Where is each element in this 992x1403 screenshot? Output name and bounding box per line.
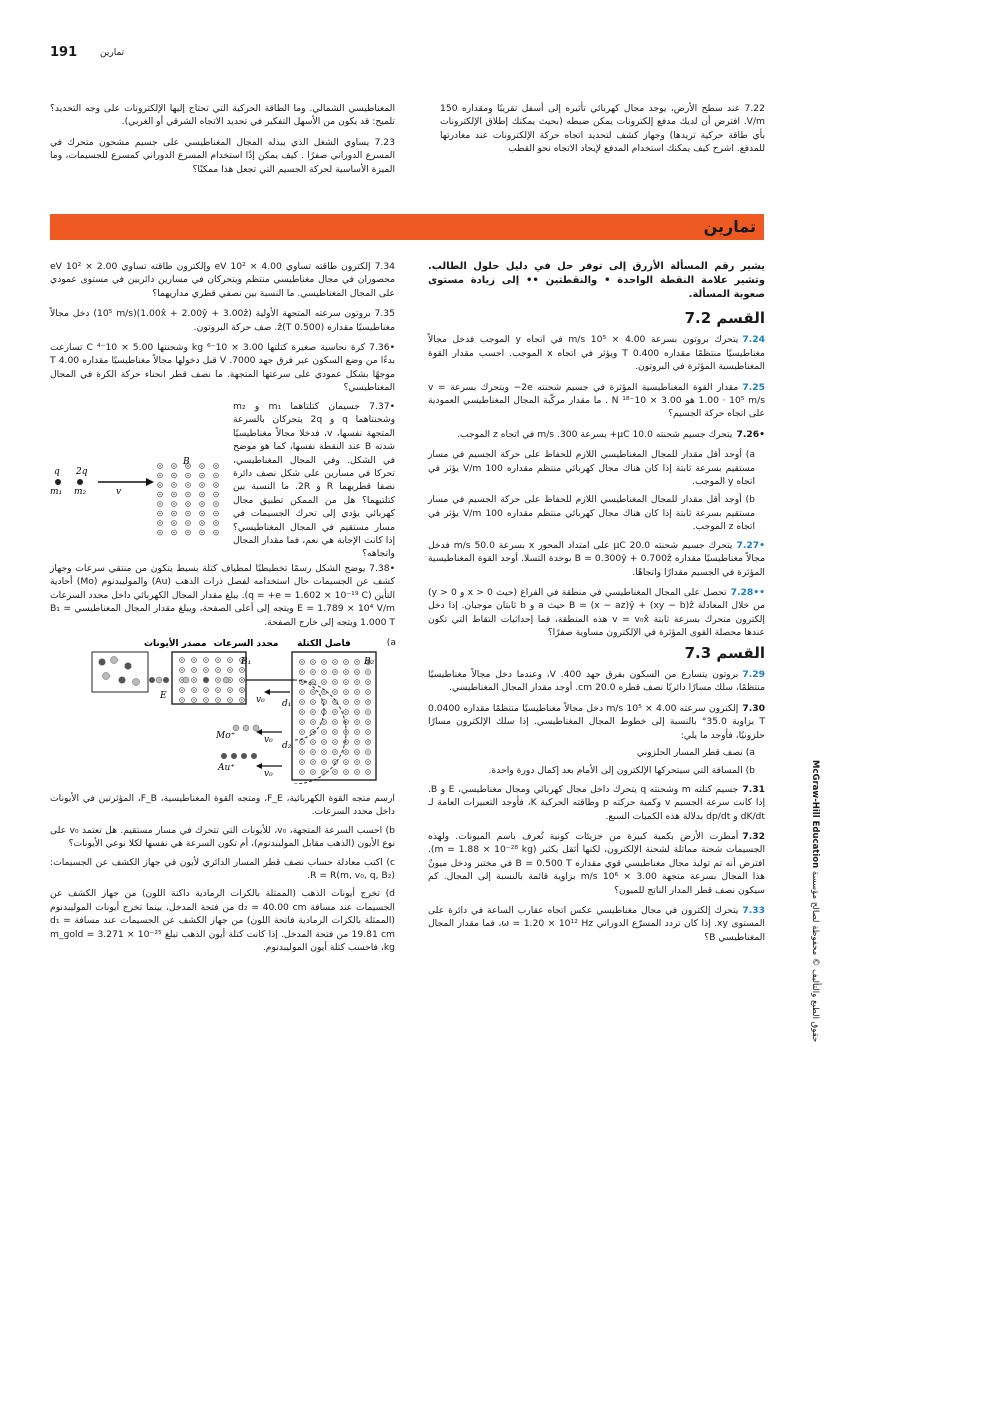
intro-text: يشير رقم المسألة الأزرق إلى توفر حل في دليل حلول الطالب. وتشير علامة النقطة الواحدة • والنقطتين •• إلى زيادة مستوى صعوبة المسألة. <box>428 261 765 300</box>
field-dot-center <box>356 771 357 772</box>
publisher-name: McGraw-Hill Education <box>810 760 820 869</box>
field-dot-center <box>312 761 313 762</box>
problem-7-26-b: b) أوجد أقل مقدار للمجال المغناطيسي اللازم للحفاظ على حركة الجسيم في مسار مستقيم بسرعة ثابتة إذا كان هناك مجال كهربائي منتظم مقداره 100 V/m يؤثر في اتجاه z الموجب. <box>428 494 756 533</box>
exercises-banner <box>50 214 764 240</box>
field-dot-center <box>323 701 324 702</box>
problem-7-38: •7.38 يوضح الشكل رسمًا تخطيطيًا لمطياف كتلة بسيط يتكون من منتقي سرعات وجهاز كشف عن الجسيمات حال استخدامه لفصل ذرات الذهب (Au) والموليبدنوم (Mo) أحادية التأين (q = +e = 1.602 × 10⁻¹⁹ C). يبلغ مقدار المجال الكهربائي داخل محدد السرعات E = 1.789 × 10⁴ V/m ويتجه إلى أعلى الصفحة، ويبلغ مقدار المجال المغناطيسي B₁ = 1.000 T ويتجه إلى خارج الصفحة. <box>50 563 396 628</box>
field-dot-center <box>345 661 346 662</box>
v0-label-mo: v₀ <box>264 735 273 745</box>
field-dot-center <box>334 691 335 692</box>
field-dot-center <box>301 741 302 742</box>
au-ions <box>221 753 257 759</box>
field-dot-center <box>356 661 357 662</box>
field-dot-center <box>201 503 202 504</box>
charge-label-2q: 2q <box>76 467 88 477</box>
field-dot-center <box>312 681 313 682</box>
v0-label-top: v₀ <box>256 695 265 705</box>
field-dot-center <box>367 761 368 762</box>
field-dot-center <box>201 522 202 523</box>
field-dot-center <box>187 494 188 495</box>
field-dot-center <box>301 681 302 682</box>
field-dot-center <box>323 741 324 742</box>
banner-title: تمارين <box>703 217 756 236</box>
field-dot-center <box>159 532 160 533</box>
problem-7-35: 7.35 بروتون سرعته المتجهة الأولية (1.00x̂ + 2.00ŷ + 3.00ẑ)(10⁵ m/s) دخل مجالاً مغناطيسيًا مقداره (0.500 T)ẑ. صف حركة البروتون. <box>50 308 395 333</box>
problem-7-30-a: a) نصف قطر المسار الحلزوني <box>636 746 755 758</box>
field-dot-center <box>301 761 302 762</box>
field-dot-center <box>187 522 188 523</box>
field-dot-center <box>356 691 357 692</box>
field-dot-center <box>215 532 216 533</box>
particle-2 <box>77 479 83 485</box>
field-dot-center <box>334 751 335 752</box>
field-dot-center <box>367 681 368 682</box>
field-dot-center <box>323 761 324 762</box>
mo-ions <box>233 725 259 731</box>
field-dot-center <box>334 711 335 712</box>
field-label-E: E <box>160 691 167 701</box>
field-dot-center <box>173 532 174 533</box>
field-dot-center <box>193 679 194 680</box>
problem-7-33: 7.33يتحرك إلكترون في مجال مغناطيسي عكس اتجاه عقارب الساعة في دائرة على المستوى xy. إذا كان تردد المسرّع الدوراني ω = 1.20 × 10¹² Hz، فما مقدار المجال المغناطيسي B؟ <box>428 905 765 943</box>
problem-7-38-b: b) احسب السرعة المتجهة، v₀، للأيونات التي تتحرك في مسار مستقيم. هل تعتمد v₀ على نوع الأيون (الذهب مقابل الموليبدنوم)، أم تكون السرعة هي نفسها لكلا نوعي الأيونات؟ <box>50 824 395 850</box>
left-column <box>50 260 395 402</box>
field-dot-center <box>187 484 188 485</box>
field-dot-center <box>301 751 302 752</box>
selector-field-dots <box>180 658 245 703</box>
field-dot-center <box>356 751 357 752</box>
ion-source-balls <box>99 657 140 686</box>
field-dot-center <box>181 699 182 700</box>
field-dot-center <box>215 484 216 485</box>
problem-7-38-parts <box>50 792 395 959</box>
field-dot-center <box>241 669 242 670</box>
problem-7-24: 7.24يتحرك بروتون بسرعة 4.00 × 10⁵ m/s في اتجاه y الموجب فدخل مجالاً مغناطيسيًا منتظمًا مقداره 0.400 T ويؤثر في اتجاه x الموجب. احسب مقدار القوة المغناطيسية المؤثرة في البروتون. <box>428 334 765 373</box>
right-column <box>428 260 765 951</box>
field-dot-center <box>215 465 216 466</box>
field-dot-center <box>356 761 357 762</box>
v0-label-au: v₀ <box>264 769 273 779</box>
field-label-B1: B₁ <box>241 657 252 667</box>
field-dot-center <box>323 721 324 722</box>
field-dot-center <box>205 699 206 700</box>
field-dot-center <box>345 681 346 682</box>
velocity-arrowhead <box>146 478 154 486</box>
problem-7-25: 7.25مقدار القوة المغناطيسية المؤثرة في جسيم شحنته 2e− ويتحرك بسرعة v = 1.00 · 10⁵ m/s هو 3.00 × 10⁻¹⁸ N . ما مقدار مركّبة المجال المغناطيسي العمودية على اتجاه حركة الجسيم؟ <box>428 381 766 420</box>
field-dot-center <box>334 721 335 722</box>
field-dot-center <box>217 689 218 690</box>
v0-arrowhead-au <box>256 763 262 769</box>
ion-source-label: مصدر الأيونات <box>144 639 207 649</box>
problem-7-30-b: b) المسافة التي سيتحركها الإلكترون إلى الأمام بعد إكمال دورة واحدة. <box>488 765 755 777</box>
field-dot-center <box>217 659 218 660</box>
field-dot-center <box>241 679 242 680</box>
field-dot-center <box>356 731 357 732</box>
field-dot-center <box>312 671 313 672</box>
field-dot-center <box>345 701 346 702</box>
field-dot-center <box>367 751 368 752</box>
problem-7-34: 7.34 إلكترون طاقته تساوي 4.00 × 10² eV وإلكترون طاقته تساوي 2.00 × 10² eV محصوران في مجال مغناطيسي منتظم ويتحركان في مسارين دائريين في مستوى عمودي على المجال المغناطيسي. ما النسبة بين نصفي قطري مداريهما؟ <box>50 261 396 299</box>
mo-ion-label: Mo⁺ <box>216 731 236 741</box>
field-dot-center <box>334 661 335 662</box>
field-dot-center <box>301 711 302 712</box>
mass-label-m2: m₂ <box>74 487 87 497</box>
field-dot-center <box>301 671 302 672</box>
copyright-text: حقوق الطبع والتأليف © محفوظة لصالح مؤسسة <box>810 870 820 1043</box>
problem-7-38-a: ارسم متجه القوة الكهربائية، F_E، ومتجه القوة المغناطيسية، F_B، المؤثرتين في الأيونات داخل محدد السرعات. <box>50 793 395 818</box>
field-dot-center <box>217 679 218 680</box>
field-dot-center <box>301 661 302 662</box>
mo-trajectory <box>294 680 324 740</box>
field-dot-center <box>193 659 194 660</box>
top-right-text: 7.22 عند سطح الأرض، يوجد مجال كهربائي تأثيره إلى أسفل تقريبًا ومقداره 150 V/m. افترض أن لديك مدفع إلكترونات يمكن ضبطه (بحيث يمكنك إطلاق الإلكترونات بأي طاقة حركية تريدها) وجهاز كشف لتحديد اتجاه حركة الإلكترونات عند مغادرتها للمدفع. اشرح كيف يمكنك استخدام المدفع لإيجاد الاتجاه نحو القطب <box>440 103 765 155</box>
section-7-3-heading: القسم 7.3 <box>684 643 765 662</box>
field-dot-center <box>323 751 324 752</box>
field-dot-center <box>312 751 313 752</box>
field-dot-center <box>323 771 324 772</box>
top-left-text: المغناطيسي الشمالي. وما الطاقة الحركية التي تحتاج إليها الإلكترونات على وجه التحديد؟ تلميح: قد يكون من الأسهل التفكير في تحديد الاتجاه الشرقي أو الغربي). 7.23 يساوي الشغل الذي يبذله المجال المغناطيسي على جسيم مشحون متحرك في المسرع الدوراني صفرًا . كيف يمكن إذًا استخدام المسرع الدوراني كمسرع للجسيمات، وما الميزة الأساسية لحركة الجسيم التي تجعل هذا ممكنًا؟ <box>50 103 395 175</box>
particle-1 <box>55 479 61 485</box>
field-dot-center <box>241 699 242 700</box>
problem-7-32: 7.32أمطرت الأرض بكمية كبيرة من جزيئات كونية تُعرف باسم الميونات. ولهذه الجسيمات شحنة مماثلة لشحنة الإلكترون، لكنها أثقل بكثير (m = 1.88 × 10⁻²⁸ kg). افترض أنه تم توليد مجال مغناطيسي قوي مقداره B = 0.500 T في مختبر ودخل ميونٌ هذا المجال بسرعة متجهة 3.00 × 10⁶ m/s بزاوية قائمة بالنسبة إلى المجال. كم سيكون نصف قطر المدار الناتج للميون؟ <box>428 831 766 896</box>
field-dot-center <box>215 475 216 476</box>
magnetic-field-dots <box>158 464 219 535</box>
mass-separator-label: فاصل الكتلة <box>297 639 351 649</box>
field-dot-center <box>356 721 357 722</box>
field-dot-center <box>229 699 230 700</box>
field-dot-center <box>215 494 216 495</box>
problem-7-36: •7.36 كرة نحاسية صغيرة كتلتها 3.00 × 10⁻⁶ kg وشحنتها 5.00 × 10⁻⁴ C تسارعت بدءًا من وضع السكون عبر فرق جهد 7000. V قبل دخولها مجالاً مغناطيسيًا مقداره 4.00 T موجهًا بشكل عمودي على سرعتها المتجهة. ما نصف قطر انحناء حركة الكرة في المجال المغناطيسي؟ <box>50 342 396 394</box>
field-dot-center <box>367 711 368 712</box>
field-dot-center <box>334 731 335 732</box>
field-dot-center <box>334 761 335 762</box>
field-dot-center <box>173 503 174 504</box>
field-dot-center <box>181 659 182 660</box>
field-dot-center <box>323 731 324 732</box>
separator-field-dots <box>300 660 371 775</box>
field-dot-center <box>367 721 368 722</box>
field-dot-center <box>312 711 313 712</box>
field-dot-center <box>367 691 368 692</box>
field-dot-center <box>312 771 313 772</box>
field-dot-center <box>173 465 174 466</box>
charge-label-q: q <box>54 467 60 477</box>
field-dot-center <box>201 494 202 495</box>
problem-7-31: 7.31جسيم كتلته m وشحنته q يتحرك داخل مجال كهربائي ومجال مغناطيسي، E و B. إذا كانت سرعة الجسيم v وكمية حركته p وطاقته الحركية K، فأوجد التعبيرات العامة لـ dK/dt و dp/dt بدلالة هذه الكميات السبع. <box>428 783 766 822</box>
problem-7-26: •7.26يتحرك جسيم شحنته 10.0 μC+ بسرعة 300. m/s في اتجاه z الموجب. <box>457 428 765 440</box>
field-dot-center <box>173 522 174 523</box>
field-dot-center <box>323 681 324 682</box>
field-dot-center <box>356 701 357 702</box>
field-label-B: B <box>183 457 190 467</box>
field-dot-center <box>159 503 160 504</box>
field-dot-center <box>159 494 160 495</box>
field-dot-center <box>159 465 160 466</box>
field-dot-center <box>345 711 346 712</box>
field-dot-center <box>193 699 194 700</box>
field-dot-center <box>323 671 324 672</box>
distance-label-d2: d₂ <box>282 741 292 751</box>
au-ion-label: Au⁺ <box>218 763 236 773</box>
field-dot-center <box>367 731 368 732</box>
field-dot-center <box>345 771 346 772</box>
figure-7-38 <box>86 636 382 784</box>
field-dot-center <box>173 484 174 485</box>
field-dot-center <box>301 721 302 722</box>
field-label-B2: B₂ <box>364 657 375 667</box>
field-dot-center <box>205 669 206 670</box>
page-number: 191 <box>50 45 78 60</box>
field-dot-center <box>215 522 216 523</box>
field-dot-center <box>215 513 216 514</box>
field-dot-center <box>334 771 335 772</box>
field-dot-center <box>173 494 174 495</box>
field-dot-center <box>367 741 368 742</box>
field-dot-center <box>215 503 216 504</box>
field-dot-center <box>217 669 218 670</box>
field-dot-center <box>345 691 346 692</box>
field-dot-center <box>323 691 324 692</box>
field-dot-center <box>173 475 174 476</box>
field-dot-center <box>356 681 357 682</box>
field-dot-center <box>312 741 313 742</box>
field-dot-center <box>217 699 218 700</box>
field-dot-center <box>367 701 368 702</box>
field-dot-center <box>201 465 202 466</box>
figure-7-37 <box>48 452 233 538</box>
field-dot-center <box>205 659 206 660</box>
field-dot-center <box>159 484 160 485</box>
running-head: تمارين <box>100 48 125 58</box>
field-dot-center <box>356 741 357 742</box>
field-dot-center <box>187 475 188 476</box>
distance-label-d1: d₁ <box>282 699 292 709</box>
velocity-selector-label: محدد السرعات <box>213 639 279 649</box>
field-dot-center <box>334 681 335 682</box>
field-dot-center <box>229 679 230 680</box>
problem-7-29: 7.29بروتون يتسارع من السكون بفرق جهد 400. V، وعندما دخل مجالاً مغناطيسيًا منتظمًا، سلك مسارًا دائريًا نصف قطره 20.0 cm. أوجد مقدار المجال المغناطيسي. <box>428 668 765 694</box>
field-dot-center <box>334 671 335 672</box>
field-dot-center <box>193 689 194 690</box>
field-dot-center <box>159 475 160 476</box>
field-dot-center <box>229 669 230 670</box>
field-dot-center <box>312 691 313 692</box>
field-dot-center <box>193 669 194 670</box>
field-dot-center <box>312 701 313 702</box>
field-dot-center <box>181 669 182 670</box>
problem-7-28: ••7.28تحصل على المجال المغناطيسي في منطقة في الفراغ (حيث x > 0 و y > 0) من خلال المعادلة B = (x − az)ŷ + (xy − b)ẑ حيث a و b ثابتان موجبان. إذا دخل إلكترون متحرك بسرعة ثابتة v = v₀x̂ هذه المنطقة، فما إحداثيات التقاط التي تكون عندها محصلة القوى المؤثرة في الإلكترون مساوية صفرًا؟ <box>428 586 765 639</box>
field-dot-center <box>323 711 324 712</box>
field-dot-center <box>181 689 182 690</box>
field-dot-center <box>301 731 302 732</box>
field-dot-center <box>356 711 357 712</box>
field-dot-center <box>205 689 206 690</box>
field-dot-center <box>229 689 230 690</box>
field-dot-center <box>159 513 160 514</box>
copyright-sidebar <box>806 760 820 1260</box>
problem-7-37: •7.37 جسيمان كتلتاهما m₁ و m₂ وشحنتاهما q و 2q يتحركان بالسرعة المتجهة نفسها، v، فدخلا مجالاً مغناطيسيًا شدته B عند النقطة نفسها، كما هو موضح في الشكل. وفي المجال المغناطيسي، تحركا في مسارين على شكل نصف دائرة نصفا قطريهما R و 2R. ما النسبة بين كتلتيهما؟ هل من الممكن تطبيق مجال كهربائي يؤدي إلى تحرك الجسيمات في مسار مستقيم في المجال المغناطيسي؟ إذا كانت الإجابة هي نعم، فما مقدار المجال واتجاهه؟ <box>233 401 396 560</box>
velocity-label: v <box>116 487 122 497</box>
field-dot-center <box>229 659 230 660</box>
field-dot-center <box>187 532 188 533</box>
field-dot-center <box>187 503 188 504</box>
ion-source-box <box>92 652 148 692</box>
field-dot-center <box>187 513 188 514</box>
field-dot-center <box>323 661 324 662</box>
field-dot-center <box>301 691 302 692</box>
field-dot-center <box>159 522 160 523</box>
problem-7-30: 7.30إلكترون سرعته 4.00 × 10⁵ m/s دخل مجالاً مغناطيسيًا منتظمًا مقداره 0.0400 T بزاوية 35.0° بالنسبة إلى خطوط المجال المغناطيسي. إذا سلك الإلكترون مسارًا حلزونيًا، فأوجد ما يلي: <box>428 702 765 741</box>
field-dot-center <box>345 671 346 672</box>
field-dot-center <box>334 701 335 702</box>
mass-label-m1: m₁ <box>50 487 63 497</box>
problem-7-38-a-marker: a) <box>386 637 396 648</box>
field-dot-center <box>201 475 202 476</box>
field-dot-center <box>312 721 313 722</box>
field-dot-center <box>181 679 182 680</box>
field-dot-center <box>301 701 302 702</box>
field-dot-center <box>241 689 242 690</box>
field-dot-center <box>201 532 202 533</box>
problem-7-26-a: a) أوجد أقل مقدار للمجال المغناطيسي اللازم للحفاظ على حركة الجسيم في مسار مستقيم بسرعة ثابتة إذا كان هناك مجال كهربائي منتظم مقداره 100 V/m يؤثر في اتجاه y الموجب. <box>428 449 756 488</box>
field-dot-center <box>345 751 346 752</box>
section-7-2-heading: القسم 7.2 <box>684 309 765 327</box>
field-dot-center <box>356 671 357 672</box>
field-dot-center <box>367 771 368 772</box>
field-dot-center <box>201 484 202 485</box>
problem-7-38-c: c) اكتب معادلة حساب نصف قطر المسار الدائري لأيون في جهاز الكشف عن الجسيمات: R = R(m, v₀, q, B₂). <box>50 856 396 882</box>
field-dot-center <box>345 761 346 762</box>
field-dot-center <box>301 771 302 772</box>
problem-7-38-d: d) تخرج أيونات الذهب (الممثلة بالكرات الرمادية داكنة اللون) من جهاز الكشف عن الجسيمات عند مسافة d₂ = 40.00 cm من فتحة المدخل، بينما تخرج أيونات الموليبدنوم (الممثلة بالكرات الرمادية فاتحة اللون) من جهاز الكشف عن الجسيمات عند مسافة d₁ = 19.81 cm من فتحة المدخل. إذا كانت كتلة أيون الذهب تبلغ m_gold = 3.271 × 10⁻²⁵ kg، فاحسب كتلة أيون الموليبدنوم. <box>50 888 396 954</box>
field-dot-center <box>334 741 335 742</box>
field-dot-center <box>312 661 313 662</box>
v0-arrowhead-top <box>264 689 270 695</box>
field-dot-center <box>201 513 202 514</box>
problem-7-27: •7.27يتحرك جسيم شحنته 20.0 μC على امتداد المحور x بسرعة 50.0 m/s فدخل مجالاً مغناطيسيًا مقداره B = 0.300ŷ + 0.700ẑ بوحدة التسلا. أوجد القوة المغناطيسية المؤثرة في الجسيم مقدارًا واتجاهًا. <box>428 539 766 578</box>
field-dot-center <box>367 671 368 672</box>
field-dot-center <box>173 513 174 514</box>
